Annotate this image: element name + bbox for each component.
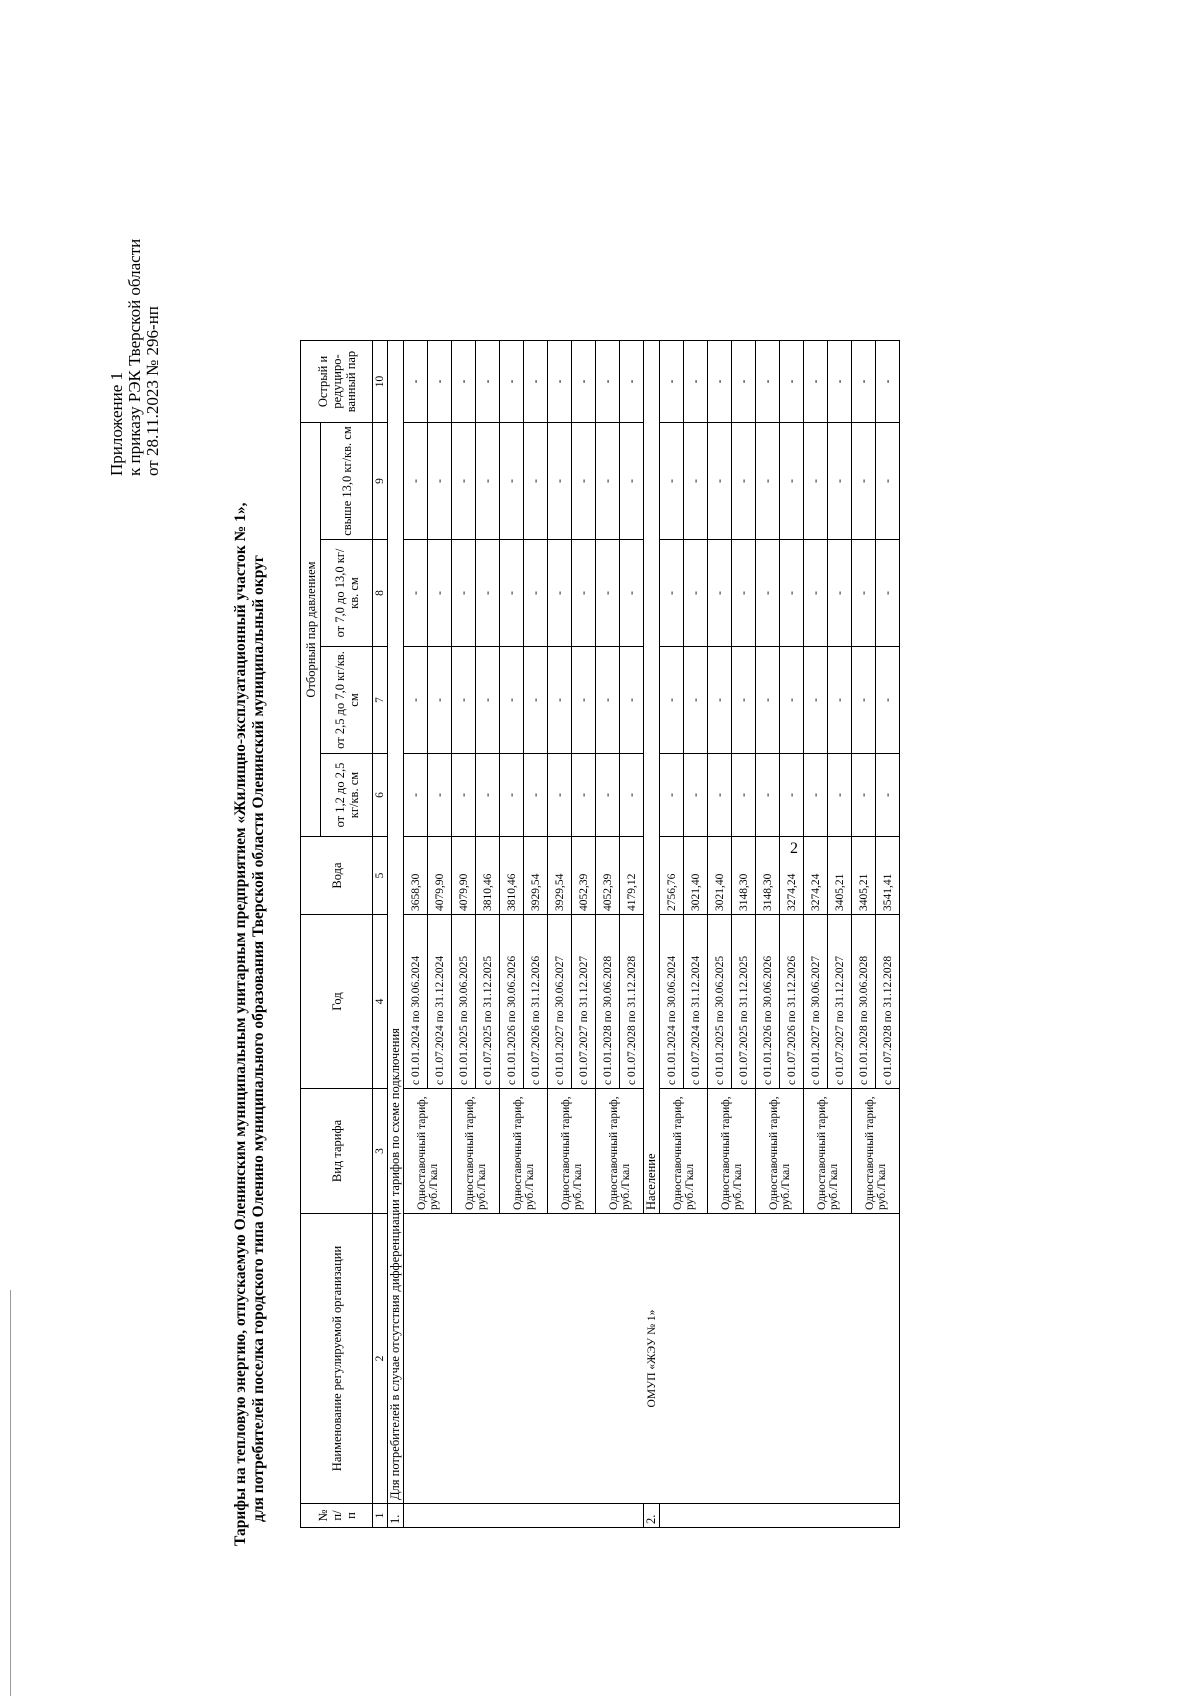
water-tariff-value: 3810,46	[476, 837, 500, 915]
empty-value-dash: -	[428, 754, 452, 837]
water-tariff-value: 3541,41	[876, 837, 900, 915]
period-cell: с 01.07.2024 по 31.12.2024	[428, 915, 452, 1089]
empty-value-dash: -	[684, 341, 708, 423]
empty-value-dash: -	[596, 754, 620, 837]
empty-value-dash: -	[828, 540, 852, 647]
water-tariff-value: 3274,24	[780, 837, 804, 915]
empty-value-dash: -	[428, 423, 452, 540]
column-number: 2	[373, 1214, 388, 1504]
header-tariff-type: Вид тарифа	[301, 1089, 373, 1214]
appendix-line-3: от 28.11.2023 № 296-нп	[143, 306, 162, 476]
empty-value-dash: -	[876, 341, 900, 423]
section-row	[388, 341, 404, 1528]
water-tariff-value: 3929,54	[524, 837, 548, 915]
column-number: 9	[373, 423, 388, 540]
empty-value-dash: -	[732, 647, 756, 754]
empty-value-dash: -	[452, 341, 476, 423]
table-row	[404, 341, 428, 1528]
empty-value-dash: -	[708, 754, 732, 837]
empty-value-dash: -	[452, 423, 476, 540]
empty-value-dash: -	[428, 647, 452, 754]
period-cell: с 01.07.2025 по 31.12.2025	[732, 915, 756, 1089]
empty-value-dash: -	[876, 540, 900, 647]
empty-value-dash: -	[852, 423, 876, 540]
column-number-row	[373, 341, 388, 1528]
column-number: 3	[373, 1089, 388, 1214]
empty-value-dash: -	[708, 647, 732, 754]
column-number: 1	[373, 1504, 388, 1528]
empty-value-dash: -	[828, 647, 852, 754]
appendix-line-1: Приложение 1	[107, 372, 126, 476]
water-tariff-value: 3405,21	[828, 837, 852, 915]
document-title	[232, 46, 268, 1546]
empty-value-dash: -	[596, 540, 620, 647]
empty-value-dash: -	[476, 341, 500, 423]
tariff-type-cell: Одноставочный тариф, руб./Гкал	[804, 1089, 852, 1214]
empty-value-dash: -	[548, 647, 572, 754]
page-number: 2	[790, 840, 798, 857]
tariff-type-cell: Одноставочный тариф, руб./Гкал	[500, 1089, 548, 1214]
empty-value-dash: -	[852, 754, 876, 837]
header-pressure-4: свыше 13,0 кг/кв. см	[321, 423, 373, 540]
tariff-type-cell: Одноставочный тариф, руб./Гкал	[404, 1089, 452, 1214]
empty-value-dash: -	[476, 540, 500, 647]
empty-value-dash: -	[708, 341, 732, 423]
period-cell: с 01.01.2026 по 30.06.2026	[756, 915, 780, 1089]
water-tariff-value: 3405,21	[852, 837, 876, 915]
empty-value-dash: -	[620, 540, 644, 647]
tariff-type-cell: Одноставочный тариф, руб./Гкал	[596, 1089, 644, 1214]
empty-value-dash: -	[572, 423, 596, 540]
empty-value-dash: -	[732, 540, 756, 647]
empty-value-dash: -	[500, 540, 524, 647]
empty-value-dash: -	[596, 341, 620, 423]
empty-value-dash: -	[852, 341, 876, 423]
empty-value-dash: -	[876, 423, 900, 540]
empty-value-dash: -	[732, 423, 756, 540]
empty-value-dash: -	[804, 647, 828, 754]
empty-value-dash: -	[404, 647, 428, 754]
empty-value-dash: -	[780, 423, 804, 540]
empty-value-dash: -	[684, 754, 708, 837]
header-pressure-1: от 1,2 до 2,5 кг/кв. см	[321, 754, 373, 837]
water-tariff-value: 4179,12	[620, 837, 644, 915]
column-number: 4	[373, 915, 388, 1089]
organization-name: ОМУП «ЖЭУ № 1»	[404, 1214, 900, 1504]
empty-value-dash: -	[524, 647, 548, 754]
empty-value-dash: -	[404, 341, 428, 423]
empty-value-dash: -	[660, 647, 684, 754]
column-number: 8	[373, 540, 388, 647]
period-cell: с 01.07.2026 по 31.12.2026	[780, 915, 804, 1089]
empty-value-dash: -	[804, 540, 828, 647]
empty-value-dash: -	[452, 754, 476, 837]
header-org: Наименование регулируемой организации	[301, 1214, 373, 1504]
empty-value-dash: -	[708, 423, 732, 540]
section-number: 1.	[388, 1504, 404, 1528]
empty-value-dash: -	[804, 423, 828, 540]
period-cell: с 01.01.2024 по 30.06.2024	[404, 915, 428, 1089]
column-number: 6	[373, 754, 388, 837]
empty-value-dash: -	[404, 423, 428, 540]
empty-value-dash: -	[620, 423, 644, 540]
empty-value-dash: -	[828, 754, 852, 837]
title-line-2: для потребителей поселка городского типа Оленино муниципального образования Тверской области Оленинский муниципальный округ	[250, 555, 267, 1522]
header-year: Год	[301, 915, 373, 1089]
water-tariff-value: 3148,30	[756, 837, 780, 915]
period-cell: с 01.07.2027 по 31.12.2027	[572, 915, 596, 1089]
period-cell: с 01.07.2026 по 31.12.2026	[524, 915, 548, 1089]
empty-value-dash: -	[572, 540, 596, 647]
water-tariff-value: 4052,39	[572, 837, 596, 915]
tariff-type-cell: Одноставочный тариф, руб./Гкал	[548, 1089, 596, 1214]
empty-value-dash: -	[452, 647, 476, 754]
appendix-block	[108, 216, 162, 476]
empty-value-dash: -	[876, 754, 900, 837]
number-cell-blank	[660, 1504, 900, 1528]
period-cell: с 01.01.2027 по 30.06.2027	[804, 915, 828, 1089]
empty-value-dash: -	[548, 341, 572, 423]
period-cell: с 01.01.2028 по 30.06.2028	[596, 915, 620, 1089]
empty-value-dash: -	[660, 423, 684, 540]
period-cell: с 01.01.2024 по 30.06.2024	[660, 915, 684, 1089]
water-tariff-value: 3929,54	[548, 837, 572, 915]
period-cell: с 01.07.2028 по 31.12.2028	[876, 915, 900, 1089]
empty-value-dash: -	[524, 540, 548, 647]
section-title: Население	[644, 341, 660, 1214]
empty-value-dash: -	[572, 754, 596, 837]
header-steam-group: Отборный пар давлением	[301, 423, 321, 837]
period-cell: с 01.07.2025 по 31.12.2025	[476, 915, 500, 1089]
column-number: 5	[373, 837, 388, 915]
period-cell: с 01.01.2026 по 30.06.2026	[500, 915, 524, 1089]
header-pressure-3: от 7,0 до 13,0 кг/кв. см	[321, 540, 373, 647]
empty-value-dash: -	[548, 540, 572, 647]
empty-value-dash: -	[828, 341, 852, 423]
period-cell: с 01.01.2025 по 30.06.2025	[452, 915, 476, 1089]
empty-value-dash: -	[684, 423, 708, 540]
column-number: 10	[373, 341, 388, 423]
header-pressure-2: от 2,5 до 7,0 кг/кв. см	[321, 647, 373, 754]
empty-value-dash: -	[756, 647, 780, 754]
empty-value-dash: -	[780, 341, 804, 423]
empty-value-dash: -	[620, 647, 644, 754]
empty-value-dash: -	[684, 647, 708, 754]
empty-value-dash: -	[852, 647, 876, 754]
empty-value-dash: -	[524, 754, 548, 837]
empty-value-dash: -	[404, 754, 428, 837]
number-cell-blank	[404, 1504, 644, 1528]
empty-value-dash: -	[500, 423, 524, 540]
column-number: 7	[373, 647, 388, 754]
tariff-type-cell: Одноставочный тариф, руб./Гкал	[756, 1089, 804, 1214]
empty-value-dash: -	[596, 423, 620, 540]
water-tariff-value: 4079,90	[428, 837, 452, 915]
water-tariff-value: 3658,30	[404, 837, 428, 915]
water-tariff-value: 3021,40	[708, 837, 732, 915]
section-number: 2.	[644, 1504, 660, 1528]
empty-value-dash: -	[476, 647, 500, 754]
water-tariff-value: 4052,39	[596, 837, 620, 915]
tariff-type-cell: Одноставочный тариф, руб./Гкал	[660, 1089, 708, 1214]
empty-value-dash: -	[780, 754, 804, 837]
table-body	[373, 341, 900, 1528]
empty-value-dash: -	[500, 754, 524, 837]
header-sharp-steam: Острый и редуциро-ванный пар	[301, 341, 373, 423]
period-cell: с 01.01.2028 по 30.06.2028	[852, 915, 876, 1089]
empty-value-dash: -	[548, 423, 572, 540]
water-tariff-value: 2756,76	[660, 837, 684, 915]
empty-value-dash: -	[780, 540, 804, 647]
empty-value-dash: -	[684, 540, 708, 647]
empty-value-dash: -	[852, 540, 876, 647]
empty-value-dash: -	[780, 647, 804, 754]
empty-value-dash: -	[524, 423, 548, 540]
tariff-table	[300, 340, 900, 1528]
empty-value-dash: -	[620, 754, 644, 837]
water-tariff-value: 3810,46	[500, 837, 524, 915]
empty-value-dash: -	[660, 540, 684, 647]
empty-value-dash: -	[708, 540, 732, 647]
empty-value-dash: -	[756, 540, 780, 647]
empty-value-dash: -	[572, 647, 596, 754]
empty-value-dash: -	[500, 647, 524, 754]
empty-value-dash: -	[476, 754, 500, 837]
water-tariff-value: 3274,24	[804, 837, 828, 915]
header-num: № п/ п	[301, 1504, 373, 1528]
period-cell: с 01.07.2024 по 31.12.2024	[684, 915, 708, 1089]
empty-value-dash: -	[732, 754, 756, 837]
empty-value-dash: -	[404, 540, 428, 647]
empty-value-dash: -	[620, 341, 644, 423]
period-cell: с 01.01.2025 по 30.06.2025	[708, 915, 732, 1089]
empty-value-dash: -	[804, 341, 828, 423]
empty-value-dash: -	[660, 754, 684, 837]
empty-value-dash: -	[756, 754, 780, 837]
empty-value-dash: -	[428, 341, 452, 423]
tariff-type-cell: Одноставочный тариф, руб./Гкал	[852, 1089, 900, 1214]
period-cell: с 01.07.2027 по 31.12.2027	[828, 915, 852, 1089]
water-tariff-value: 4079,90	[452, 837, 476, 915]
empty-value-dash: -	[524, 341, 548, 423]
empty-value-dash: -	[732, 341, 756, 423]
tariff-type-cell: Одноставочный тариф, руб./Гкал	[452, 1089, 500, 1214]
period-cell: с 01.01.2027 по 30.06.2027	[548, 915, 572, 1089]
empty-value-dash: -	[756, 423, 780, 540]
title-line-1: Тарифы на тепловую энергию, отпускаемую Оленинским муниципальным унитарным предприятием «Жилищно-эксплуатационный участок № 1»,	[232, 502, 249, 1546]
water-tariff-value: 3148,30	[732, 837, 756, 915]
period-cell: с 01.07.2028 по 31.12.2028	[620, 915, 644, 1089]
empty-value-dash: -	[428, 540, 452, 647]
header-water: Вода	[301, 837, 373, 915]
empty-value-dash: -	[548, 754, 572, 837]
empty-value-dash: -	[828, 423, 852, 540]
empty-value-dash: -	[876, 647, 900, 754]
tariff-type-cell: Одноставочный тариф, руб./Гкал	[708, 1089, 756, 1214]
section-title: Для потребителей в случае отсутствия дифференциации тарифов по схеме подключения	[388, 341, 404, 1504]
appendix-line-2: к приказу РЭК Тверской области	[125, 238, 144, 476]
empty-value-dash: -	[452, 540, 476, 647]
water-tariff-value: 3021,40	[684, 837, 708, 915]
empty-value-dash: -	[500, 341, 524, 423]
empty-value-dash: -	[476, 423, 500, 540]
empty-value-dash: -	[596, 647, 620, 754]
empty-value-dash: -	[660, 341, 684, 423]
empty-value-dash: -	[572, 341, 596, 423]
empty-value-dash: -	[804, 754, 828, 837]
empty-value-dash: -	[756, 341, 780, 423]
